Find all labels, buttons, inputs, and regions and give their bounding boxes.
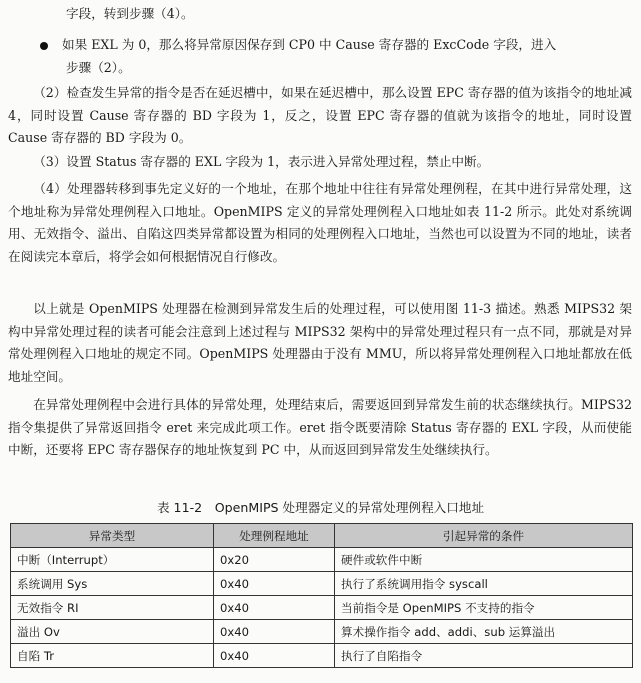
table-caption: 表 11-2 OpenMIPS 处理器定义的异常处理例程入口地址 bbox=[156, 500, 485, 515]
cell-address: 0x40 bbox=[214, 644, 335, 668]
cell-condition: 算术操作指令 add、addi、sub 运算溢出 bbox=[335, 620, 633, 644]
cell-address: 0x20 bbox=[214, 548, 335, 572]
table-header-row bbox=[11, 524, 633, 548]
cell-type: 自陷 Tr bbox=[11, 644, 214, 668]
cell-condition: 硬件或软件中断 bbox=[335, 548, 633, 572]
paragraph-eret: 在异常处理例程中会进行具体的异常处理，处理结束后，需要返回到异常发生前的状态继续执行。MIPS32 指令集提供了异常返回指令 eret 来完成此项工作。eret 指令既要清除 Status 寄存器的 EXL 字段，从而使能中断，还要将 EPC 寄存器保存的地址恢复到 PC 中，从而返回到异常发生处继续执行。 bbox=[8, 397, 632, 458]
exception-table bbox=[10, 523, 633, 668]
cell-type: 无效指令 RI bbox=[11, 596, 214, 620]
paragraph-step-4: （4）处理器转移到事先定义好的一个地址，在那个地址中往往有异常处理例程，在其中进行异常处理，这个地址称为异常处理例程入口地址。OpenMIPS 定义的异常处理例程入口地址如表 11-2 所示。此处对系统调用、无效指令、溢出、自陷这四类异常都设置为相同的处理例程入口地址，当然也可以设置为不同的地址，读者在阅读完本章后，将学会如何根据情况自行修改。 bbox=[8, 181, 632, 264]
header-handler-address: 处理例程地址 bbox=[214, 524, 335, 548]
cell-condition: 当前指令是 OpenMIPS 不支持的指令 bbox=[335, 596, 633, 620]
paragraph-summary: 以上就是 OpenMIPS 处理器在检测到异常发生后的处理过程，可以使用图 11-3 描述。熟悉 MIPS32 架构中异常处理过程的读者可能会注意到上述过程与 MIPS32 架构中的异常处理过程只有一点不同，那就是对异常处理例程入口地址的规定不同。OpenMIPS 处理器由于没有 MMU，所以将异常处理例程入口地址都放在低地址空间。 bbox=[8, 301, 632, 384]
bullet-text-line2: 步骤（2）。 bbox=[66, 60, 131, 75]
table-row bbox=[11, 548, 633, 572]
bullet-dot-icon bbox=[40, 42, 48, 50]
table-row bbox=[11, 620, 633, 644]
header-exception-type: 异常类型 bbox=[11, 524, 214, 548]
cell-type: 系统调用 Sys bbox=[11, 572, 214, 596]
cell-type: 中断（Interrupt） bbox=[11, 548, 214, 572]
cell-condition: 执行了系统调用指令 syscall bbox=[335, 572, 633, 596]
table-row bbox=[11, 596, 633, 620]
cell-address: 0x40 bbox=[214, 572, 335, 596]
table-row bbox=[11, 572, 633, 596]
paragraph-step-2: （2）检查发生异常的指令是否在延迟槽中，如果在延迟槽中，那么设置 EPC 寄存器的值为该指令的地址减 4，同时设置 Cause 寄存器的 BD 字段为 1，反之，设置 EPC 寄存器的值就为该指令的地址，同时设置 Cause 寄存器的 BD 字段为 0。 bbox=[8, 85, 632, 146]
cell-address: 0x40 bbox=[214, 620, 335, 644]
cell-condition: 执行了自陷指令 bbox=[335, 644, 633, 668]
paragraph-continuation: 字段，转到步骤（4）。 bbox=[66, 6, 194, 21]
table-row bbox=[11, 644, 633, 668]
cell-type: 溢出 Ov bbox=[11, 620, 214, 644]
cell-address: 0x40 bbox=[214, 596, 335, 620]
paragraph-step-3: （3）设置 Status 寄存器的 EXL 字段为 1，表示进入异常处理过程，禁止中断。 bbox=[33, 154, 490, 169]
bullet-text-line1: 如果 EXL 为 0，那么将异常原因保存到 CP0 中 Cause 寄存器的 ExcCode 字段，进入 bbox=[62, 37, 557, 52]
bullet-item bbox=[40, 34, 556, 57]
header-condition: 引起异常的条件 bbox=[335, 524, 633, 548]
